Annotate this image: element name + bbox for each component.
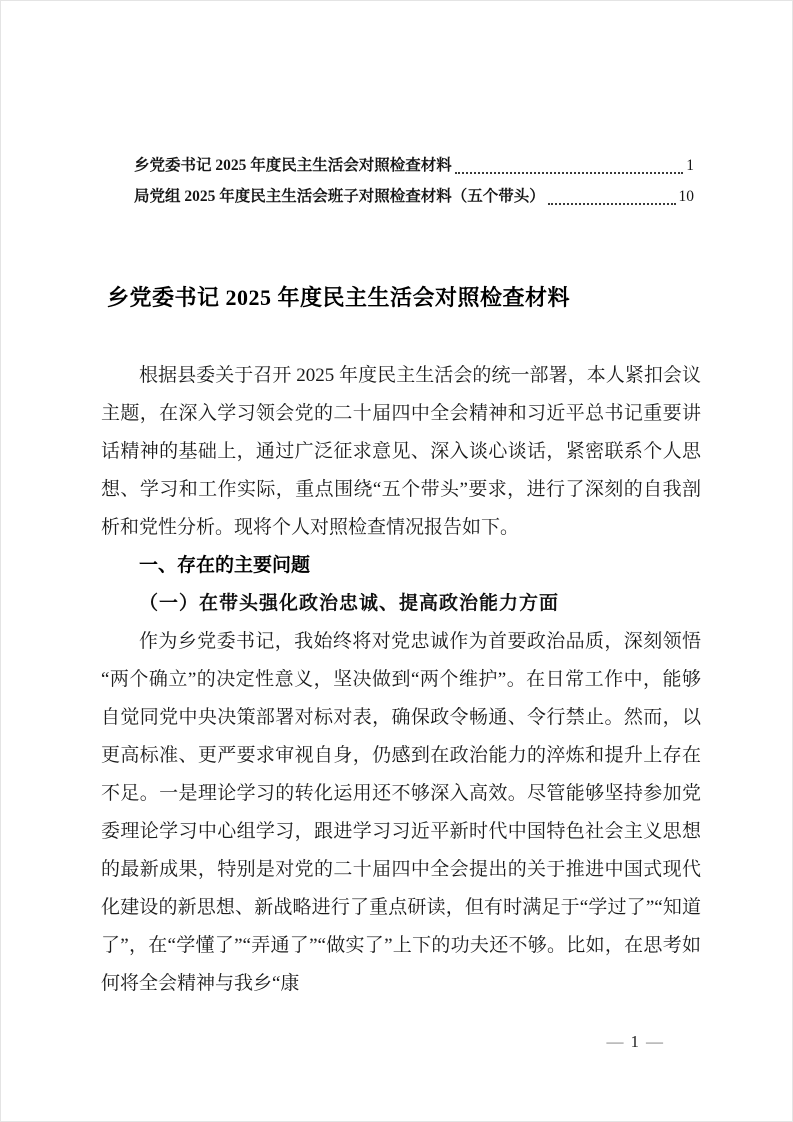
- page-number: [601, 1029, 671, 1055]
- toc-entry-label: 局党组 2025 年度民主生活会班子对照检查材料（五个带头）: [134, 188, 545, 205]
- document-body: [101, 357, 701, 1003]
- toc-entry-page-number: 1: [686, 157, 694, 174]
- toc-entry[interactable]: [134, 181, 694, 212]
- toc-entry-label: 乡党委书记 2025 年度民主生活会对照检查材料: [134, 157, 452, 174]
- body-paragraph: 作为乡党委书记，我始终将对党忠诚作为首要政治品质，深刻领悟“两个确立”的决定性意义，坚决做到“两个维护”。在日常工作中，能够自觉同党中央决策部署对标对表，确保政令畅通、令行禁止。然而，以更高标准、更严要求审视自身，仍感到在政治能力的淬炼和提升上存在不足。一是理论学习的转化运用还不够深入高效。尽管能够坚持参加党委理论学习中心组学习，跟进学习习近平新时代中国特色社会主义思想的最新成果，特别是对党的二十届四中全会提出的关于推进中国式现代化建设的新思想、新战略进行了重点研读，但有时满足于“学过了”“知道了”，在“学懂了”“弄通了”“做实了”上下的功夫还不够。比如，在思考如何将全会精神与我乡“康: [101, 631, 701, 994]
- toc-entry[interactable]: [134, 150, 694, 181]
- toc-dot-leader: [455, 172, 683, 174]
- page-number-dash: —: [646, 1032, 664, 1051]
- section-heading: 一、存在的主要问题: [139, 555, 311, 576]
- document-title: 乡党委书记 2025 年度民主生活会对照检查材料: [107, 284, 571, 310]
- subsection-heading: （一）在带头强化政治忠诚、提高政治能力方面: [139, 593, 560, 614]
- toc-entry-page-number: 10: [678, 188, 694, 205]
- page-number-dash: —: [606, 1032, 625, 1051]
- intro-paragraph: 根据县委关于召开 2025 年度民主生活会的统一部署，本人紧扣会议主题，在深入学习领会党的二十届四中全会精神和习近平总书记重要讲话精神的基础上，通过广泛征求意见、深入谈心谈话，紧密联系个人思想、学习和工作实际，重点围绕“五个带头”要求，进行了深刻的自我剖析和党性分析。现将个人对照检查情况报告如下。: [101, 365, 701, 538]
- page-number-value: 1: [630, 1032, 640, 1051]
- table-of-contents: [134, 150, 694, 212]
- toc-dot-leader: [548, 203, 676, 205]
